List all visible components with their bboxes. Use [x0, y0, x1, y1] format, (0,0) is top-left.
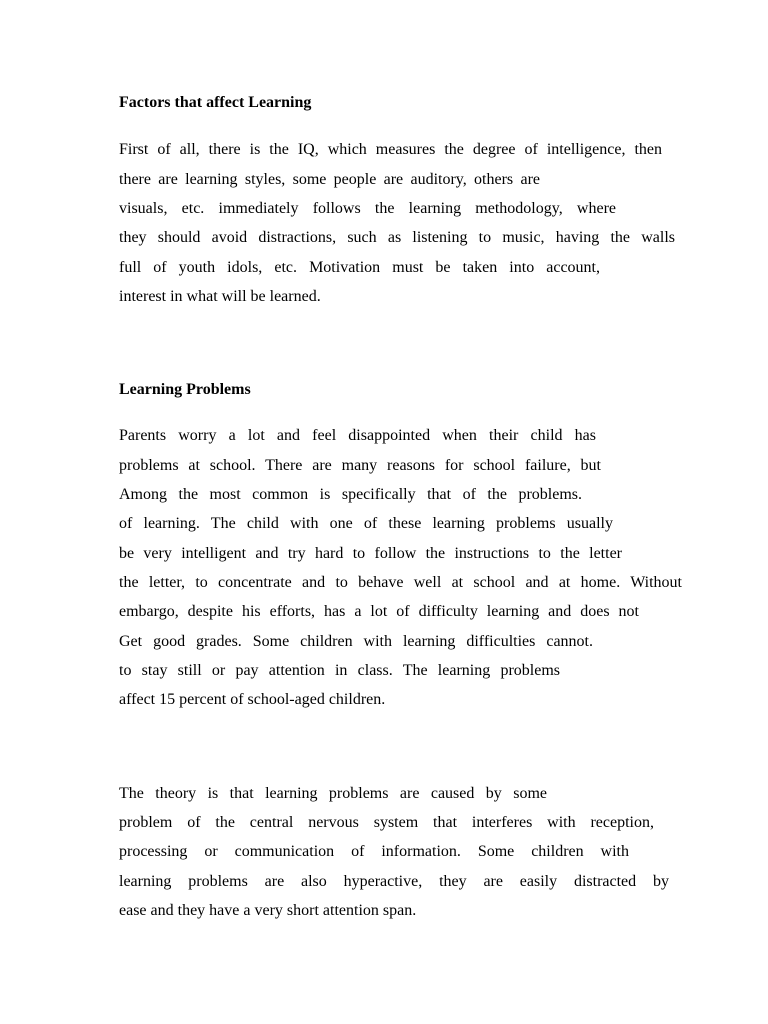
paragraph-line: problem of the central nervous system that interferes with reception,	[119, 814, 654, 831]
paragraph-line: The theory is that learning problems are caused by some	[119, 785, 547, 802]
paragraph-line: ease and they have a very short attention span.	[119, 902, 417, 919]
paragraph-line: First of all, there is the IQ, which measures the degree of intelligence, then	[119, 141, 662, 158]
paragraph-line: learning problems are also hyperactive, they are easily distracted by	[119, 873, 669, 890]
paragraph-line: affect 15 percent of school-aged children.	[119, 691, 386, 708]
paragraph-line: Among the most common is specifically that of the problems.	[119, 486, 582, 503]
paragraph-line: interest in what will be learned.	[119, 288, 321, 305]
paragraph-line: they should avoid distractions, such as listening to music, having the walls	[119, 229, 675, 246]
section-heading-factors: Factors that affect Learning	[119, 94, 312, 111]
section-heading-learning-problems: Learning Problems	[119, 381, 251, 398]
paragraph-line: Parents worry a lot and feel disappointed when their child has	[119, 427, 596, 444]
paragraph-line: there are learning styles, some people are auditory, others are	[119, 171, 540, 188]
paragraph-line: of learning. The child with one of these learning problems usually	[119, 515, 613, 532]
paragraph-line: full of youth idols, etc. Motivation must be taken into account,	[119, 259, 600, 276]
paragraph-line: Get good grades. Some children with learning difficulties cannot.	[119, 633, 593, 650]
paragraph-line: the letter, to concentrate and to behave well at school and at home. Without	[119, 574, 682, 591]
paragraph-line: embargo, despite his efforts, has a lot of difficulty learning and does not	[119, 603, 639, 620]
paragraph-line: problems at school. There are many reasons for school failure, but	[119, 457, 601, 474]
paragraph-line: be very intelligent and try hard to follow the instructions to the letter	[119, 545, 622, 562]
paragraph-line: to stay still or pay attention in class. The learning problems	[119, 662, 560, 679]
paragraph-line: visuals, etc. immediately follows the learning methodology, where	[119, 200, 616, 217]
paragraph-line: processing or communication of information. Some children with	[119, 843, 629, 860]
